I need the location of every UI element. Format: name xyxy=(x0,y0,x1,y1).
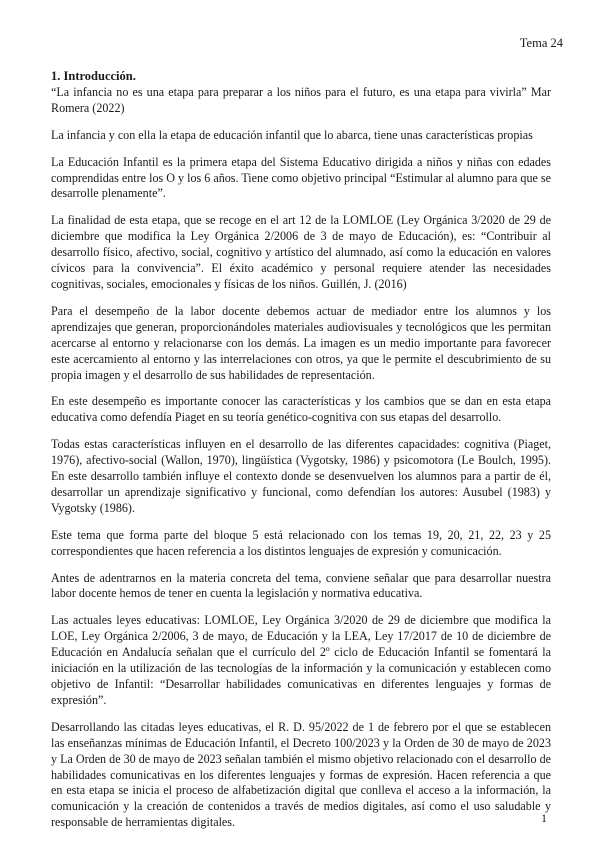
paragraph: Desarrollando las citadas leyes educativas, el R. D. 95/2022 de 1 de febrero por el que se establecen las enseñanzas mínimas de Educación Infantil, el Decreto 100/2023 y la Orden de 30 de mayo de 2023 y La Orden de 30 de mayo de 2023 señalan también el mismo objetivo relacionado con el desarrollo de habilidades comunicativas en los diferentes lenguajes y formas de expresión. Hacen referencia a que en esta etapa se inicia el proceso de alfabetización digital que conlleva el acceso a la información, la comunicación y la creación de contenidos a través de medios digitales, así como el uso saludable y responsable de herramientas digitales. xyxy=(51,719,551,830)
section-heading: 1. Introducción. xyxy=(51,69,136,83)
paragraph: Todas estas características influyen en el desarrollo de las diferentes capacidades: cognitiva (Piaget, 1976), afectivo-social (Wallon, 1970), lingüística (Vygotsky, 1986) y psicomotora (Le Boulch, 1995). En este desarrollo también influye el contexto donde se desenvuelven los alumnos para a partir de él, desarrollar un aprendizaje significativo y funcional, como defendían los autores: Ausubel (1983) y Vygotsky (1986). xyxy=(51,437,551,515)
paragraph: La finalidad de esta etapa, que se recoge en el art 12 de la LOMLOE (Ley Orgánica 3/2020 de 29 de diciembre que modifica la Ley Orgánica 2/2006 de 3 de mayo de Educación), es: “Contribuir al desarrollo físico, afectivo, social, cognitivo y artístico del alumnado, así como la educación en valores cívicos para la convivencia”. El éxito académico y personal requiere atender las necesidades cognitivas, sociales, emocionales y físicas de los niños. Guillén, J. (2016) xyxy=(51,213,551,291)
topic-label: Tema 24 xyxy=(519,36,563,50)
page-number: 1 xyxy=(541,811,547,825)
document-body xyxy=(51,69,551,842)
opening-quote: “La infancia no es una etapa para preparar a los niños para el futuro, es una etapa para vivirla” Mar Romera (2022) xyxy=(51,84,551,115)
paragraph: Las actuales leyes educativas: LOMLOE, Ley Orgánica 3/2020 de 29 de diciembre que modifica la LOE, Ley Orgánica 2/2006, 3 de mayo, de Educación y la LEA, Ley 17/2017 de 10 de diciembre de Educación en Andalucía señalan que el currículo del 2º ciclo de Educación Infantil se fomentará la iniciación en la utilización de las tecnologías de la información y la comunicación y establecen como objetivo de Infantil: “Desarrollar habilidades comunicativas en diferentes lenguajes y formas de expresión”. xyxy=(51,613,551,707)
paragraph: Para el desempeño de la labor docente debemos actuar de mediador entre los alumnos y los aprendizajes que generan, proporcionándoles materiales audiovisuales y tecnológicos que les permitan acercarse al entorno y relacionarse con los demás. La imagen es un medio importante para favorecer este acercamiento al entorno y las interrelaciones con otros, ya que le permite el descubrimiento de su propia imagen y el desarrollo de sus habilidades de representación. xyxy=(51,303,551,382)
paragraph: En este desempeño es importante conocer las características y los cambios que se dan en esta etapa educativa como defendía Piaget en su teoría genético-cognitiva con sus etapas del desarrollo. xyxy=(51,394,551,425)
paragraph: La infancia y con ella la etapa de educación infantil que lo abarca, tiene unas características propias xyxy=(51,127,533,142)
paragraph: La Educación Infantil es la primera etapa del Sistema Educativo dirigida a niños y niñas con edades comprendidas entre los O y los 6 años. Tiene como objetivo principal “Estimular al alumno para que se desarrolle plenamente”. xyxy=(51,154,551,201)
paragraph: Este tema que forma parte del bloque 5 está relacionado con los temas 19, 20, 21, 22, 23 y 25 correspondientes que hacen referencia a los distintos lenguajes de expresión y comunicación. xyxy=(51,527,551,558)
paragraph: Antes de adentrarnos en la materia concreta del tema, conviene señalar que para desarrollar nuestra labor docente hemos de tener en cuenta la legislación y normativa educativa. xyxy=(51,570,551,601)
